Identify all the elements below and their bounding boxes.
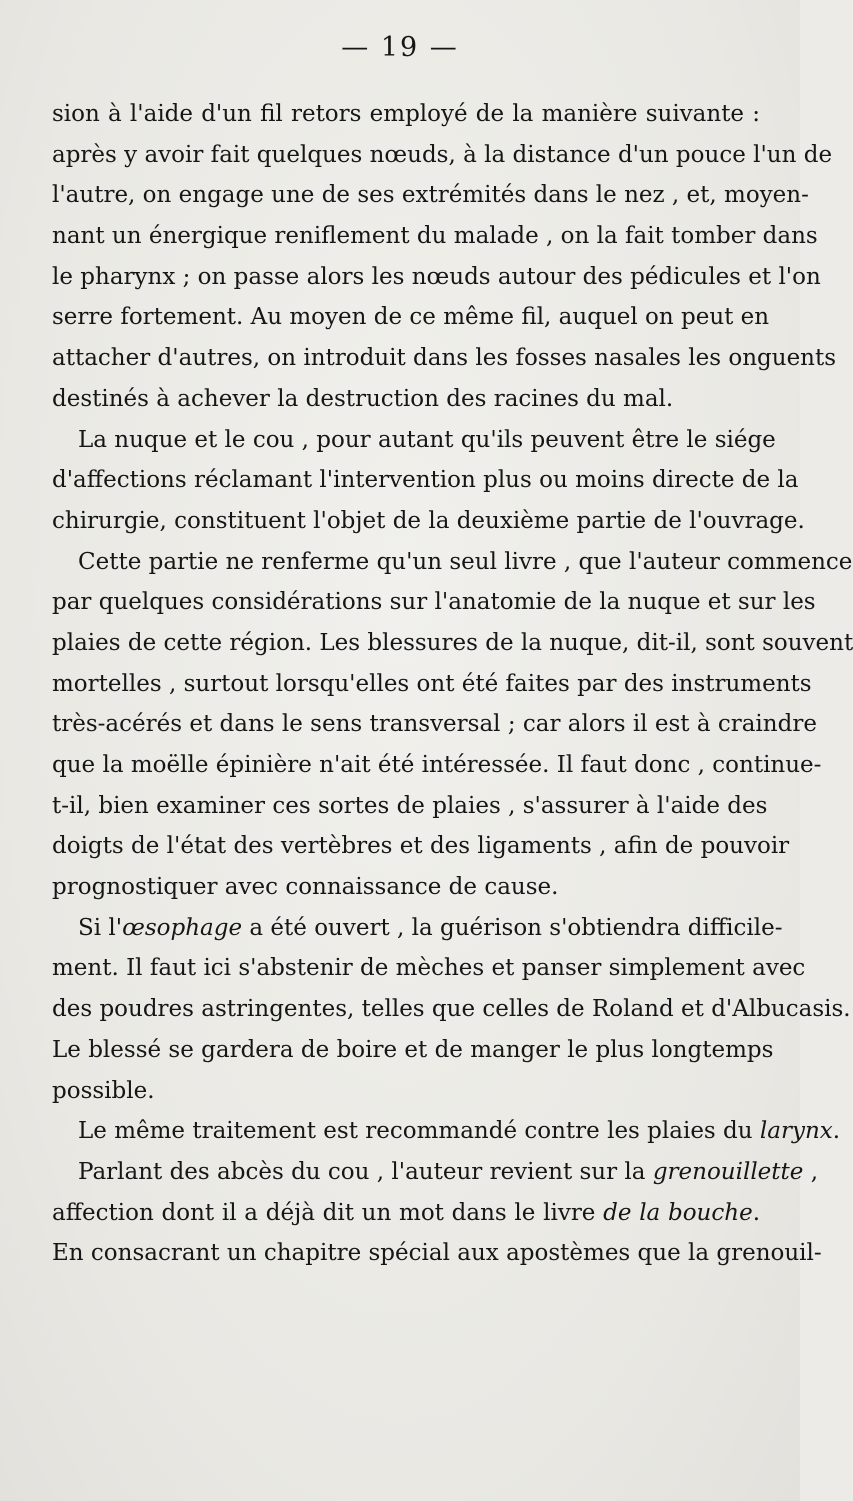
- text-line: [52, 745, 822, 786]
- text-line: [52, 948, 806, 989]
- italic-text: grenouillette: [652, 1158, 804, 1185]
- text-segment: ,: [803, 1158, 819, 1185]
- text-line: [52, 1152, 819, 1193]
- text-line: [52, 257, 821, 298]
- text-segment: des poudres astringentes, telles que celles de Roland et d'Albucasis.: [52, 996, 851, 1023]
- text-segment: par quelques considérations sur l'anatomie de la nuque et sur les: [52, 589, 816, 616]
- text-line: [52, 1233, 822, 1274]
- text-line: [52, 379, 760, 420]
- text-segment: sion à l'aide d'un fil retors employé de la manière suivante :: [52, 101, 760, 127]
- text-line: [52, 501, 805, 542]
- text-segment: destinés à achever la destruction des racines du mal.: [52, 385, 674, 412]
- text-segment: Le même traitement est recommandé contre les plaies du: [78, 1118, 760, 1145]
- text-segment: le pharynx ; on passe alors les nœuds autour des pédicules et l'on: [52, 263, 821, 290]
- text-segment: plaies de cette région. Les blessures de la nuque, dit-il, sont souvent: [52, 629, 853, 656]
- text-line: [52, 216, 818, 257]
- text-line: [52, 582, 816, 623]
- text-line: [52, 338, 837, 379]
- body-text: [52, 94, 853, 1274]
- page-number: — 19 —: [341, 32, 459, 63]
- text-line: [52, 1111, 841, 1152]
- italic-text: larynx: [759, 1118, 833, 1145]
- text-segment: après y avoir fait quelques nœuds, à la distance d'un pouce l'un de: [52, 141, 833, 168]
- text-line: [52, 297, 770, 338]
- italic-text: de la bouche: [603, 1199, 753, 1226]
- text-segment: doigts de l'état des vertèbres et des ligaments , afin de pouvoir: [52, 833, 790, 860]
- text-line: [52, 1071, 760, 1112]
- text-segment: chirurgie, constituent l'objet de la deuxième partie de l'ouvrage.: [52, 507, 805, 534]
- text-segment: La nuque et le cou , pour autant qu'ils peuvent être le siége: [78, 426, 776, 453]
- text-segment: mortelles , surtout lorsqu'elles ont été faites par des instruments: [52, 670, 812, 697]
- text-line: [52, 908, 783, 949]
- text-line: [52, 664, 812, 705]
- text-segment: très-acérés et dans le sens transversal ; car alors il est à craindre: [52, 711, 817, 738]
- text-line: [52, 420, 776, 461]
- text-line: [52, 989, 851, 1030]
- text-segment: l'autre, on engage une de ses extrémités dans le nez , et, moyen-: [52, 182, 809, 209]
- text-line: [52, 175, 809, 216]
- text-segment: attacher d'autres, on introduit dans les fosses nasales les onguents: [52, 345, 837, 372]
- text-segment: nant un énergique reniflement du malade , on la fait tomber dans: [52, 223, 818, 250]
- text-segment: prognostiquer avec connaissance de cause.: [52, 874, 559, 901]
- text-segment: Le blessé se gardera de boire et de manger le plus longtemps: [52, 1036, 774, 1063]
- text-segment: Parlant des abcès du cou , l'auteur revient sur la: [78, 1158, 653, 1185]
- text-segment: ment. Il faut ici s'abstenir de mèches et panser simplement avec: [52, 955, 806, 982]
- text-segment: Si l': [78, 914, 123, 941]
- text-line: [52, 867, 760, 908]
- italic-text: œsophage: [122, 914, 243, 941]
- text-segment: a été ouvert , la guérison s'obtiendra difficile-: [242, 914, 783, 941]
- text-segment: que la moëlle épinière n'ait été intéressée. Il faut donc , continue-: [52, 752, 822, 778]
- text-segment: t-il, bien examiner ces sortes de plaies , s'assurer à l'aide des: [52, 792, 768, 819]
- text-line: [52, 1030, 774, 1071]
- text-line: [52, 623, 853, 664]
- text-segment: .: [752, 1199, 760, 1226]
- text-segment: possible.: [52, 1077, 155, 1104]
- text-segment: serre fortement. Au moyen de ce même fil, auquel on peut en: [52, 304, 770, 331]
- text-line: [52, 94, 760, 135]
- text-line: [52, 135, 833, 176]
- text-line: [52, 1193, 760, 1234]
- text-line: [52, 826, 790, 867]
- text-line: [52, 704, 817, 745]
- text-segment: affection dont il a déjà dit un mot dans le livre: [52, 1199, 604, 1226]
- text-segment: .: [832, 1118, 841, 1145]
- text-segment: d'affections réclamant l'intervention plus ou moins directe de la: [52, 467, 799, 494]
- text-line: [52, 542, 853, 583]
- text-line: [52, 786, 768, 827]
- text-segment: Cette partie ne renferme qu'un seul livre , que l'auteur commence: [78, 548, 853, 575]
- text-line: [52, 460, 799, 501]
- text-segment: En consacrant un chapitre spécial aux apostèmes que la grenouil-: [52, 1240, 822, 1267]
